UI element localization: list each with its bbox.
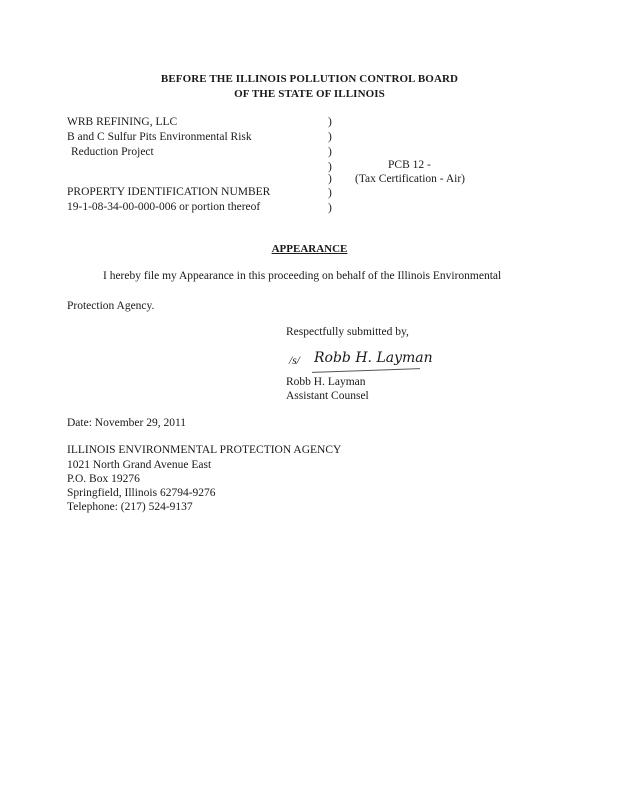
caption-project: B and C Sulfur Pits Environmental Risk — [67, 131, 252, 143]
signature: Robb H. Layman — [314, 350, 433, 366]
caption-project-cont: Reduction Project — [71, 146, 154, 158]
filing-date: Date: November 29, 2011 — [67, 417, 187, 429]
caption-paren: ) — [328, 116, 332, 128]
state-title: OF THE STATE OF ILLINOIS — [234, 88, 385, 100]
caption-pin: 19-1-08-34-00-000-006 or portion thereof — [67, 201, 261, 213]
body-text-line2: Protection Agency. — [67, 300, 155, 312]
caption-property-label: PROPERTY IDENTIFICATION NUMBER — [67, 186, 271, 198]
case-number: PCB 12 - — [388, 159, 431, 171]
caption-party: WRB REFINING, LLC — [67, 116, 178, 128]
case-type: (Tax Certification - Air) — [355, 173, 466, 185]
caption-paren: ) — [328, 173, 332, 185]
body-text-line1: I hereby file my Appearance in this proceeding on behalf of the Illinois Environmental — [103, 270, 502, 282]
caption-paren: ) — [328, 187, 332, 199]
caption-paren: ) — [328, 146, 332, 158]
agency-phone: Telephone: (217) 524-9137 — [67, 501, 193, 513]
caption-paren: ) — [328, 161, 332, 173]
closing: Respectfully submitted by, — [286, 326, 409, 338]
caption-paren: ) — [328, 131, 332, 143]
signer-name: Robb H. Layman — [286, 376, 366, 388]
signature-line — [312, 368, 420, 373]
agency-pobox: P.O. Box 19276 — [67, 473, 140, 485]
signer-title: Assistant Counsel — [286, 390, 369, 402]
board-title: BEFORE THE ILLINOIS POLLUTION CONTROL BOARD — [160, 73, 459, 85]
caption-paren: ) — [328, 202, 332, 214]
agency-city: Springfield, Illinois 62794-9276 — [67, 487, 216, 499]
agency-name: ILLINOIS ENVIRONMENTAL PROTECTION AGENCY — [67, 444, 342, 456]
signature-prefix: /s/ — [289, 355, 300, 367]
agency-address: 1021 North Grand Avenue East — [67, 459, 212, 471]
document-heading: APPEARANCE — [271, 243, 348, 255]
